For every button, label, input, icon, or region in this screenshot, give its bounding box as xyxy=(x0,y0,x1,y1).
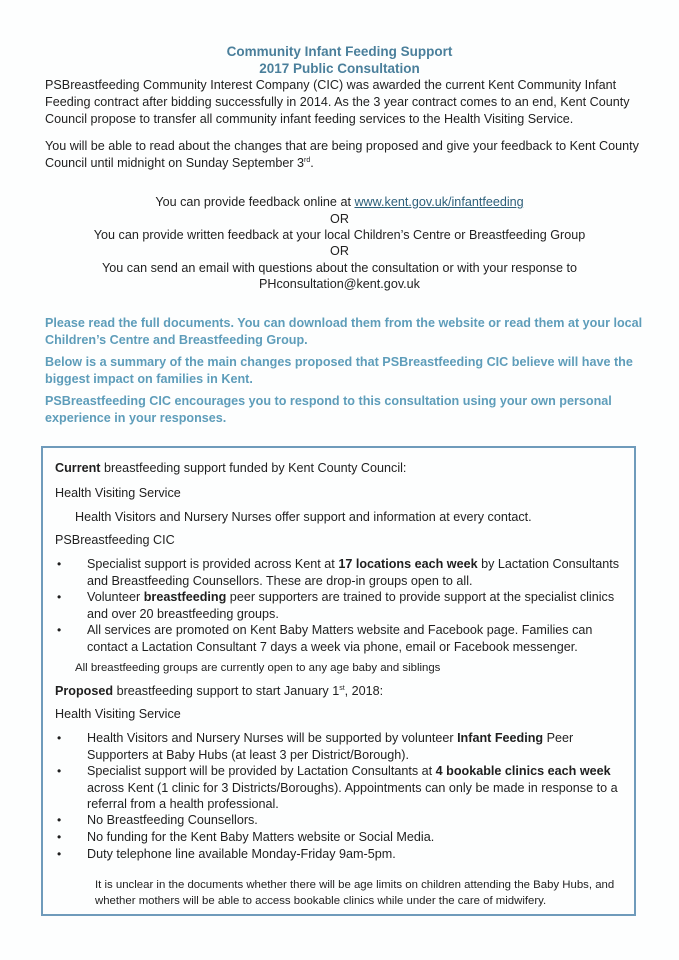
summary-box xyxy=(41,446,636,916)
bullet-text: peer supporters are trained to provide support at the specialist clinics and over 20 breastfeeding groups. xyxy=(87,590,615,621)
notice-encourage: PSBreastfeeding CIC encourages you to respond to this consultation using your own personal experience in your responses. xyxy=(45,394,612,425)
proposed-bullet-5: Duty telephone line available Monday-Friday 9am-5pm. xyxy=(87,847,396,861)
bullet-bold: 4 bookable clinics each week xyxy=(435,764,611,778)
bullet-text: Health Visitors and Nursery Nurses will be supported by volunteer xyxy=(87,731,458,745)
bullet-text: Specialist support will be provided by Lactation Consultants at xyxy=(87,764,436,778)
bullet-text: Specialist support is provided across Kent at xyxy=(87,557,339,571)
superscript: st xyxy=(339,684,345,692)
bullet-icon: • xyxy=(57,847,62,861)
current-hvs-label: Health Visiting Service xyxy=(55,486,181,500)
bullet-icon: • xyxy=(57,830,62,844)
current-bullet-2 xyxy=(87,589,627,622)
feedback-online xyxy=(0,194,679,211)
bullet-text: Volunteer xyxy=(87,590,144,604)
proposed-heading-bold: Proposed xyxy=(55,684,114,698)
bullet-icon: • xyxy=(57,764,62,778)
feedback-written: You can provide written feedback at your local Children’s Centre or Breastfeeding Group xyxy=(93,228,586,242)
intro-paragraph-2 xyxy=(45,138,645,172)
proposed-heading-text: breastfeeding support to start January 1 xyxy=(113,684,340,698)
current-heading-bold: Current xyxy=(55,461,101,475)
bullet-icon: • xyxy=(57,557,62,571)
bullet-icon: • xyxy=(57,623,62,637)
bullet-bold: 17 locations each week xyxy=(338,557,478,571)
feedback-website-link[interactable]: www.kent.gov.uk/infantfeeding xyxy=(354,195,524,209)
bullet-text: across Kent (1 clinic for 3 Districts/Boroughs). Appointments can only be made in response to a referral from a health professional. xyxy=(87,780,618,811)
current-heading-text: breastfeeding support funded by Kent County Council: xyxy=(100,461,407,475)
superscript: rd xyxy=(304,156,311,164)
bullet-icon: • xyxy=(57,813,62,827)
notice-summary: Below is a summary of the main changes proposed that PSBreastfeeding CIC believe will have the biggest impact on families in Kent. xyxy=(45,355,633,386)
bullet-bold: breastfeeding xyxy=(143,590,227,604)
bullet-text: by Lactation Consultants and Breastfeeding Counsellors. These are drop-in groups open to all. xyxy=(87,557,620,588)
proposed-hvs-label: Health Visiting Service xyxy=(55,707,181,721)
current-note: All breastfeeding groups are currently open to any age baby and siblings xyxy=(75,662,441,674)
bullet-text: Peer Supporters at Baby Hubs (at least 3 per District/Borough). xyxy=(87,731,574,762)
bullet-bold: Infant Feeding xyxy=(457,731,544,745)
document-title xyxy=(0,43,679,77)
bullet-icon: • xyxy=(57,731,62,745)
bullet-icon: • xyxy=(57,590,62,604)
feedback-online-text: You can provide feedback online at xyxy=(155,195,355,209)
proposed-note: It is unclear in the documents whether there will be age limits on children attending the Baby Hubs, and whether mothers will be able to access bookable clinics while under the care of midwifery. xyxy=(95,879,615,907)
current-heading xyxy=(55,460,406,477)
or-separator-2: OR xyxy=(330,244,349,258)
bullet-text: All services are promoted on Kent Baby Matters website and Facebook page. Families can contact a Lactation Consultant 7 days a week via phone, email or Facebook messenger. xyxy=(87,623,593,654)
proposed-bullet-2 xyxy=(87,763,627,813)
current-psb-label: PSBreastfeeding CIC xyxy=(55,533,175,547)
current-bullet-1 xyxy=(87,556,627,589)
proposed-heading-end: , 2018: xyxy=(344,684,384,698)
title-line-1: Community Infant Feeding Support xyxy=(226,44,453,59)
proposed-bullet-3: No Breastfeeding Counsellors. xyxy=(87,813,258,827)
proposed-bullet-4: No funding for the Kent Baby Matters website or Social Media. xyxy=(87,830,435,844)
title-line-2: 2017 Public Consultation xyxy=(259,61,420,76)
intro-paragraph-1: PSBreastfeeding Community Interest Company (CIC) was awarded the current Kent Community Infant Feeding contract after bidding successfully in 2014. As the 3 year contract comes to an end, Kent County Council propose to transfer all community infant feeding services to the Health Visiting Service. xyxy=(45,78,630,126)
current-hvs-text: Health Visitors and Nursery Nurses offer support and information at every contact. xyxy=(75,510,532,524)
proposed-heading xyxy=(55,683,383,700)
feedback-email-address[interactable]: PHconsultation@kent.gov.uk xyxy=(259,277,420,291)
period: . xyxy=(310,156,314,170)
intro-paragraph-2-text: You will be able to read about the changes that are being proposed and give your feedback to Kent County Council until midnight on Sunday September 3 xyxy=(45,139,639,170)
notice-read-documents: Please read the full documents. You can download them from the website or read them at your local Children’s Centre and Breastfeeding Group. xyxy=(45,316,643,347)
feedback-email-line: You can send an email with questions about the consultation or with your response to xyxy=(102,261,577,275)
current-bullet-3 xyxy=(87,622,627,655)
or-separator-1: OR xyxy=(330,212,349,226)
proposed-bullet-1 xyxy=(87,730,627,763)
